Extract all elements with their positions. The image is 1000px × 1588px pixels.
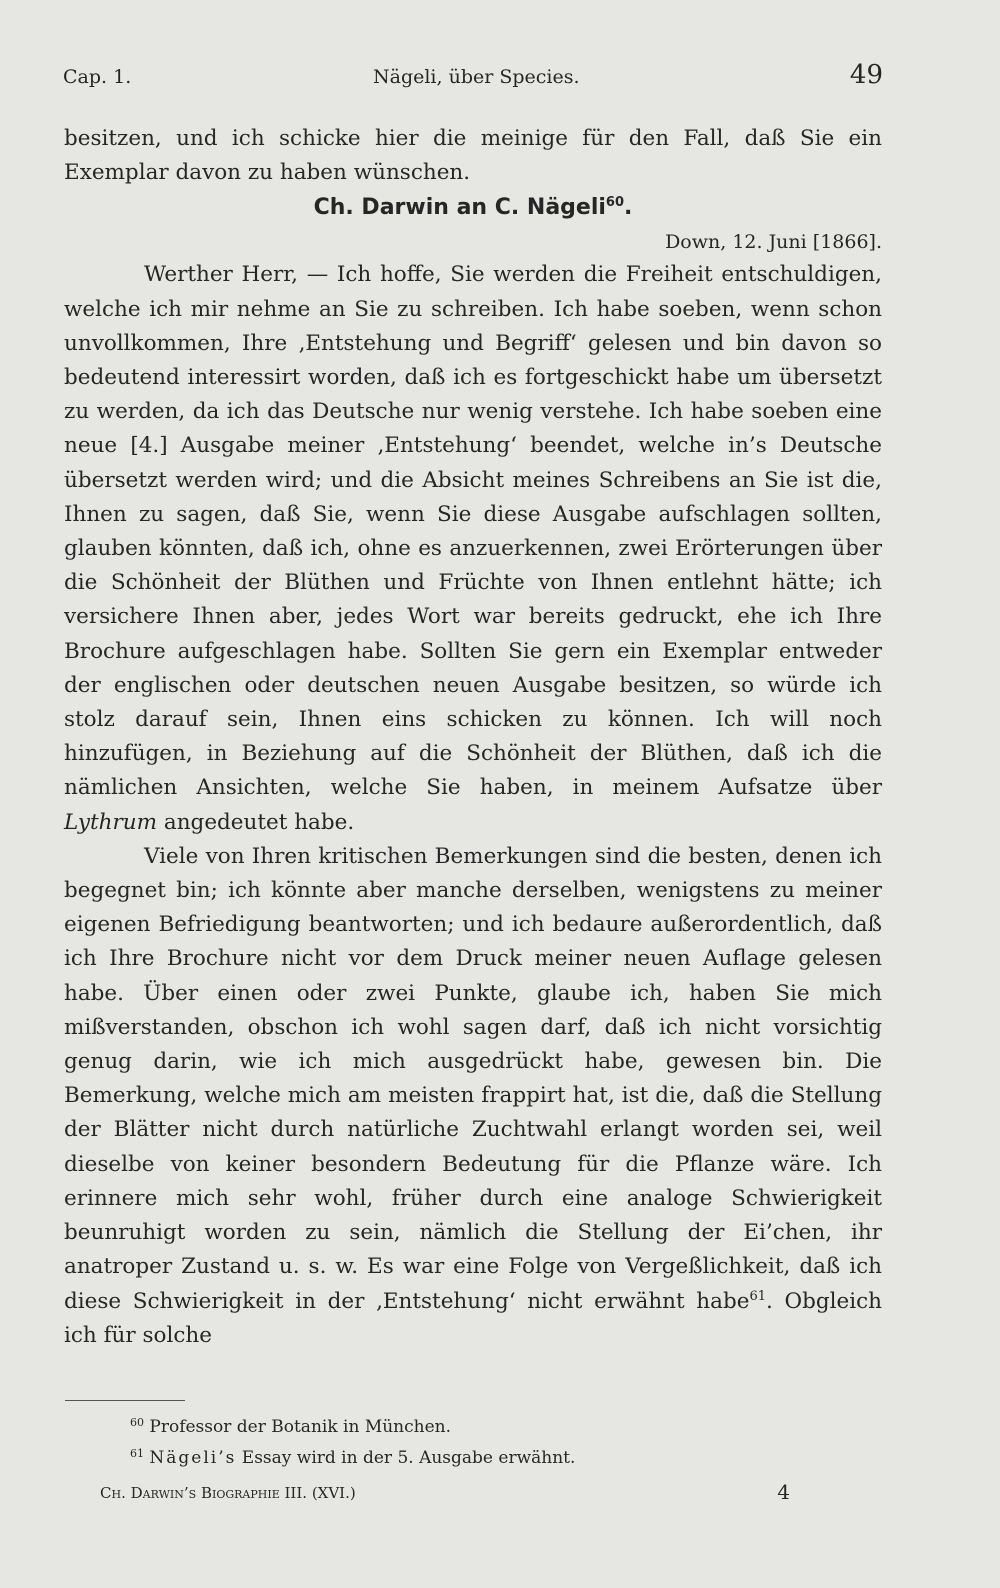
letter-heading: Ch. Darwin an C. Nägeli$^{60}$. <box>313 195 633 221</box>
letter-dateline: Down, 12. Juni [1866]. <box>665 231 882 254</box>
footnote-61 <box>130 1443 830 1474</box>
footnote-text: Essay wird in der 5. Ausgabe erwähnt. <box>241 1448 576 1468</box>
signature-title: Ch. Darwin’s Biographie III. (XVI.) <box>100 1484 356 1502</box>
letter-paragraph-1 <box>64 258 882 839</box>
running-header <box>63 60 883 100</box>
letter-paragraph-2 <box>64 840 882 1353</box>
footnote-text: Professor der Botanik in München. <box>149 1417 452 1437</box>
footnote-spaced-name: Nägeli’s <box>149 1448 237 1468</box>
paragraph-2-end: . Obgleich ich für solche <box>64 1288 882 1348</box>
footnote-number: 61 <box>130 1447 144 1460</box>
page-body <box>64 122 882 1353</box>
paragraph-1-text: Werther Herr, — Ich hoffe, Sie werden die Freiheit entschuldigen, welche ich mir nehme an Sie zu schreiben. Ich habe soeben, wenn schon unvollkommen, Ihre ‚Entstehung und Begriff‘ gelesen und bin davon so bedeutend interessirt worden, daß ich es fortgeschickt habe um übersetzt zu werden, da ich das Deutsche nur wenig verstehe. Ich habe soeben eine neue [4.] Ausgabe meiner ‚Entstehung‘ beendet, welche in’s Deutsche übersetzt werden wird; und die Absicht meines Schreibens an Sie ist die, Ihnen zu sagen, daß Sie, wenn Sie diese Ausgabe aufschlagen sollten, glauben könnten, daß ich, ohne es anzuerkennen, zwei Erörterungen über die Schönheit der Blüthen und Früchte von Ihnen entlehnt hätte; ich versichere Ihnen aber, jedes Wort war bereits gedruckt, ehe ich Ihre Brochure aufgeschlagen habe. Sollten Sie gern ein Exemplar entweder der englischen oder deutschen neuen Ausgabe besitzen, so würde ich stolz darauf sein, Ihnen eins schicken zu können. Ich will noch hinzufügen, in Beziehung auf die Schönheit der Blüthen, daß ich die nämlichen Ansichten, welche Sie haben, in meinem Aufsatze über <box>64 262 882 801</box>
intro-paragraph: besitzen, und ich schicke hier die meinige für den Fall, daß Sie ein Exemplar davon zu haben wünschen. <box>64 126 882 186</box>
letter-heading-text: Ch. Darwin an C. Nägeli <box>313 195 606 221</box>
signature-mark: 4 <box>777 1480 790 1504</box>
chapter-label: Cap. 1. <box>63 66 132 88</box>
paragraph-1-end: angedeutet habe. <box>163 809 355 835</box>
italic-lythrum: Lythrum <box>64 809 158 835</box>
footnote-ref-60: 60 <box>605 195 625 211</box>
footnotes <box>130 1412 830 1474</box>
footnote-60 <box>130 1412 830 1443</box>
paragraph-2-text: Viele von Ihren kritischen Bemerkungen sind die besten, denen ich begegnet bin; ich könnte aber manche derselben, wenigstens zu meiner eigenen Befriedigung beantworten; und ich bedaure außerordentlich, daß ich Ihre Brochure nicht vor dem Druck meiner neuen Auflage gelesen habe. Über einen oder zwei Punkte, glaube ich, haben Sie mich mißverstanden, obschon ich wohl sagen darf, daß ich nicht vorsichtig genug darin, wie ich mich ausgedrückt habe, gewesen bin. Die Bemerkung, welche mich am meisten frappirt hat, ist die, daß die Stellung der Blätter nicht durch natürliche Zuchtwahl erlangt worden sei, weil dieselbe von keiner besondern Bedeutung für die Pflanze wäre. Ich erinnere mich sehr wohl, früher durch eine analoge Schwierigkeit beunruhigt worden zu sein, nämlich die Stellung der Ei’chen, ihr anatroper Zustand u. s. w. Es war eine Folge von Vergeßlichkeit, daß ich diese Schwierigkeit in der ‚Entstehung‘ nicht erwähnt habe <box>64 843 882 1314</box>
printer-signature <box>100 1480 790 1510</box>
footnote-number: 60 <box>130 1416 144 1429</box>
footnote-divider <box>65 1400 185 1401</box>
page-number: 49 <box>849 60 883 90</box>
running-title: Nägeli, über Species. <box>373 66 580 88</box>
footnote-ref-61: 61 <box>749 1288 766 1304</box>
